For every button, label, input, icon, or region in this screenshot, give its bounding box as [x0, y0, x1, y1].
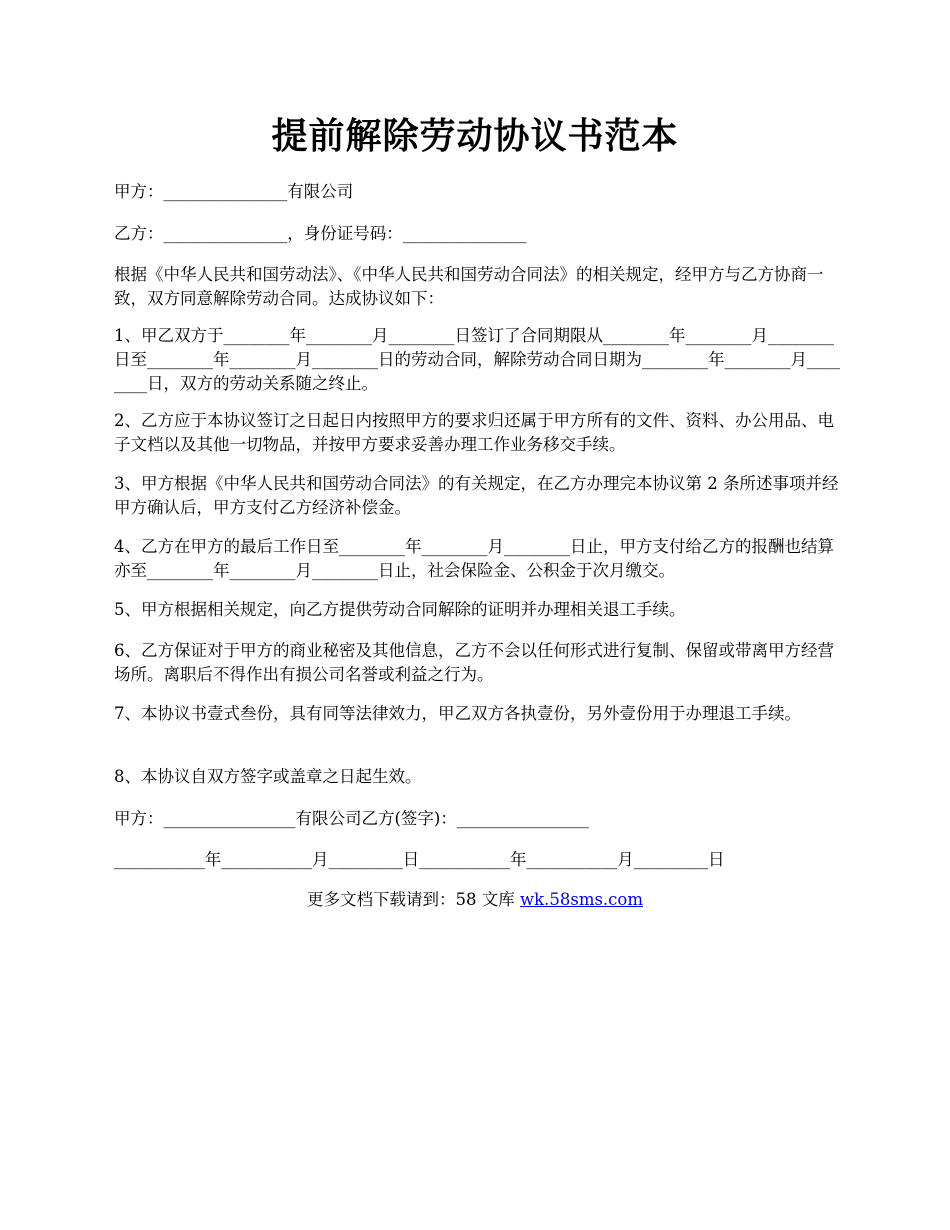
clause-4: 4、乙方在甲方的最后工作日至________年________月________日止，甲方支付给乙方的报酬也结算亦至________年________月________日止，社会保险金、公积金于次月缴交。: [114, 537, 834, 580]
clause-8: 8、本协议自双方签字或盖章之日起生效。: [114, 767, 422, 786]
clause-7: 7、本协议书壹式叁份，具有同等法律效力，甲乙双方各执壹份，另外壹份用于办理退工手续。: [114, 704, 801, 723]
footer-link[interactable]: wk.58sms.com: [519, 890, 643, 909]
clause-1: 1、甲乙双方于________年________月________日签订了合同期限从________年________月________日至________年________月________日的劳动合同，解除劳动合同日期为________年________月________日，双方的劳动关系随之终止。: [114, 326, 840, 393]
clause-6: 6、乙方保证对于甲方的商业秘密及其他信息，乙方不会以任何形式进行复制、保留或带离甲方经营场所。离职后不得作出有损公司名誉或利益之行为。: [114, 641, 834, 684]
clause-5: 5、甲方根据相关规定，向乙方提供劳动合同解除的证明并办理相关退工手续。: [114, 600, 686, 619]
party-a-line: 甲方：_______________有限公司: [114, 182, 354, 201]
clause-2: 2、乙方应于本协议签订之日起日内按照甲方的要求归还属于甲方所有的文件、资料、办公用品、电子文档以及其他一切物品，并按甲方要求妥善办理工作业务移交手续。: [114, 411, 834, 454]
document-title: 提前解除劳动协议书范本: [271, 115, 679, 157]
signature-line: 甲方：________________有限公司乙方(签字)：________________: [114, 809, 589, 828]
date-line: ___________年___________月_________日___________年___________月_________日: [114, 850, 725, 869]
clause-3: 3、甲方根据《中华人民共和国劳动合同法》的有关规定，在乙方办理完本协议第 2 条所述事项并经甲方确认后，甲方支付乙方经济补偿金。: [114, 474, 839, 517]
intro-paragraph: 根据《中华人民共和国劳动法》、《中华人民共和国劳动合同法》的相关规定，经甲方与乙方协商一致，双方同意解除劳动合同。达成协议如下：: [114, 265, 824, 308]
party-b-line: 乙方：_______________，身份证号码：_______________: [114, 224, 527, 243]
footer-text: 更多文档下载请到：58 文库: [306, 890, 520, 909]
footer: [0, 888, 950, 912]
